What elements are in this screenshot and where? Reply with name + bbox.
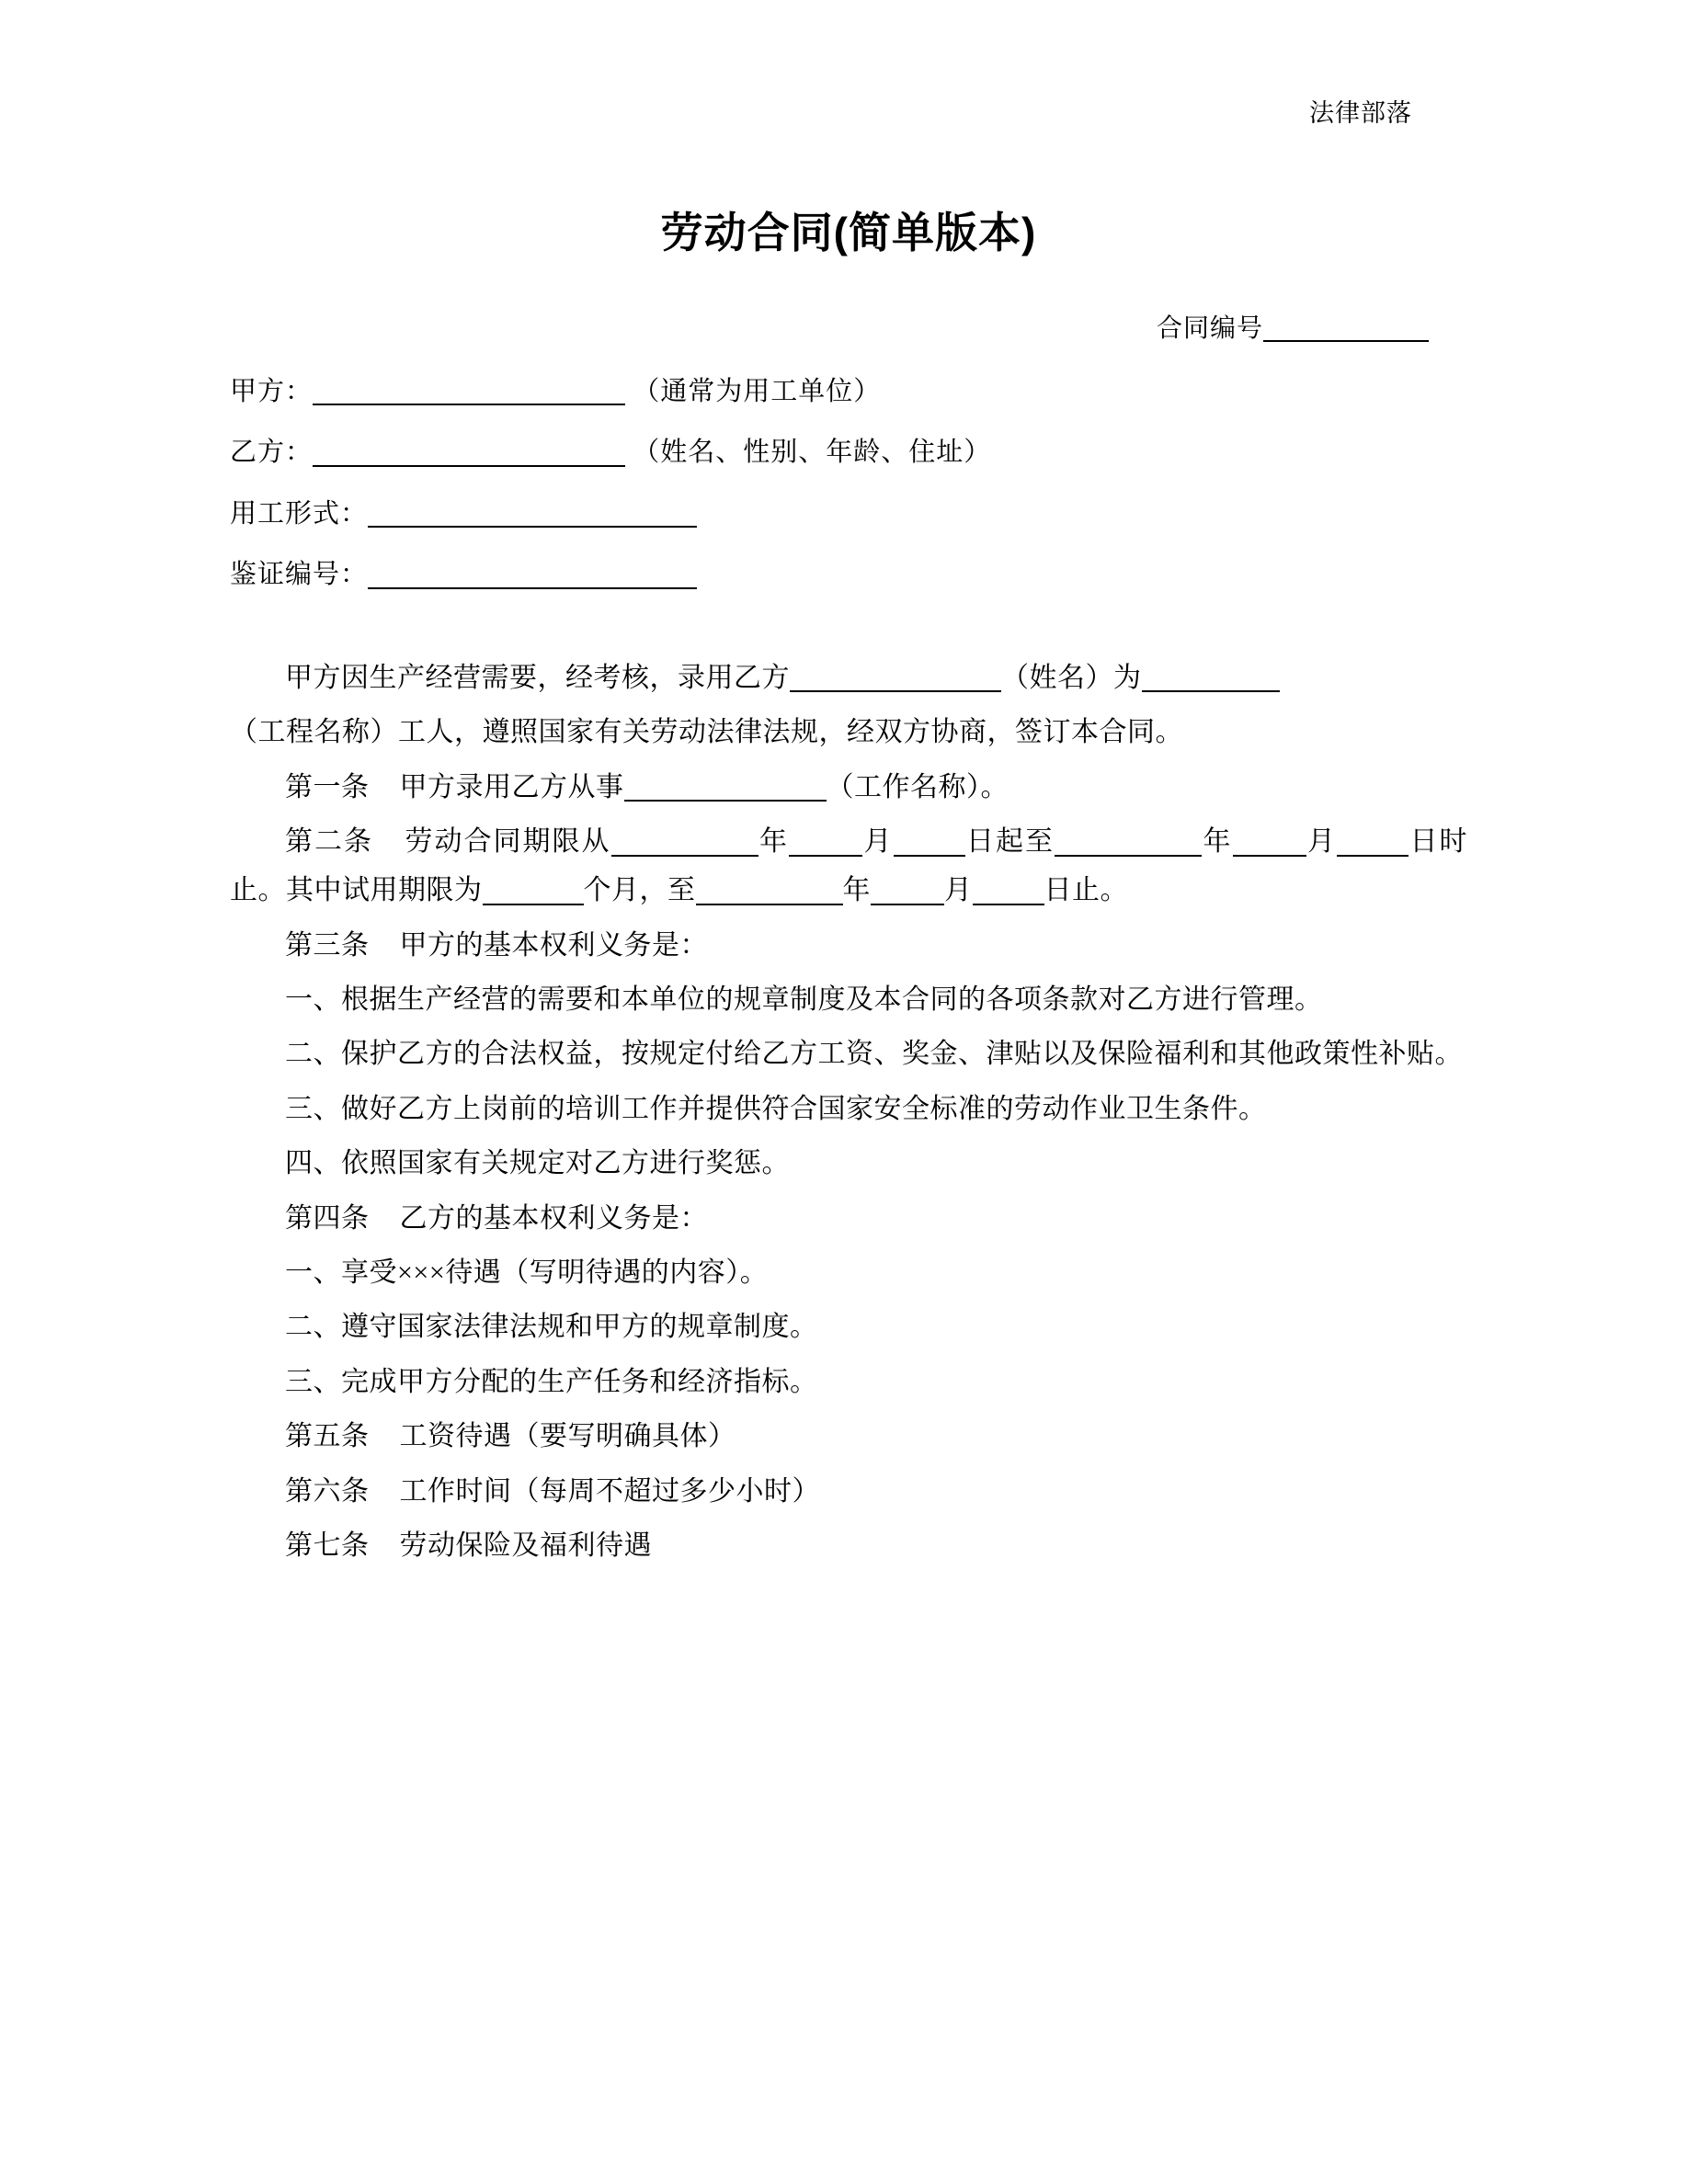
clause-1-text-a: 甲方录用乙方从事	[399, 771, 624, 802]
clause-4	[230, 1194, 1467, 1243]
intro-paragraph	[230, 654, 1467, 702]
intro-blank-project[interactable]	[1142, 662, 1280, 693]
clause-2-blank-year-3[interactable]	[696, 874, 843, 905]
clause-3	[230, 921, 1467, 970]
clause-2-unit-day-3: 日止。	[1044, 875, 1128, 906]
intro-text-b: （姓名）为	[1001, 662, 1142, 693]
clause-7-label: 第七条	[285, 1530, 370, 1561]
page-header-watermark	[230, 0, 1467, 126]
clause-2-unit-day-1: 日起至	[964, 825, 1055, 857]
clause-2-blank-year-1[interactable]	[611, 825, 758, 857]
clause-2-unit-month-2: 月	[1306, 825, 1337, 857]
clause-2-unit-months: 个月，至	[583, 875, 696, 906]
clause-2-blank-month-1[interactable]	[789, 825, 862, 857]
clause-4-item-1: 一、享受×××待遇（写明待遇的内容）。	[285, 1257, 769, 1289]
clause-2-unit-year-3: 年	[842, 875, 871, 906]
party-fields	[230, 376, 1467, 589]
clause-2-label: 第二条	[285, 825, 373, 857]
page-title: 劳动合同(简单版本)	[660, 209, 1037, 256]
clause-4-item-2: 二、遵守国家法律法规和甲方的规章制度。	[285, 1312, 818, 1343]
clause-4-text: 乙方的基本权利义务是：	[399, 1202, 708, 1234]
field-row-verification-number	[230, 559, 1467, 588]
clause-3-item-1: 一、根据生产经营的需要和本单位的规章制度及本合同的各项条款对乙方进行管理。	[285, 984, 1323, 1016]
clause-6	[230, 1467, 1467, 1516]
field-blank-party-a[interactable]	[313, 376, 625, 405]
clause-2-blank-probation-months[interactable]	[483, 874, 584, 905]
clause-1-label: 第一条	[285, 771, 370, 802]
intro-blank-name[interactable]	[790, 662, 1001, 693]
clause-2-unit-month-1: 月	[862, 825, 894, 857]
clause-3-item-4: 四、依照国家有关规定对乙方进行奖惩。	[285, 1148, 790, 1179]
clause-5-text: 工资待遇（要写明确具体）	[399, 1421, 736, 1452]
field-row-party-b	[230, 437, 1467, 466]
clause-5	[230, 1412, 1467, 1461]
contract-number-blank[interactable]	[1263, 313, 1429, 342]
clause-6-text: 工作时间（每周不超过多少小时）	[399, 1475, 820, 1507]
field-label-employment-type: 用工形式：	[230, 498, 369, 529]
field-label-party-a: 甲方：	[230, 377, 314, 407]
clause-4-label: 第四条	[285, 1202, 370, 1234]
clause-2-blank-month-3[interactable]	[871, 874, 944, 905]
contract-number-line	[230, 308, 1467, 345]
field-note-party-a: （通常为用工单位）	[633, 377, 882, 407]
clause-3-label: 第三条	[285, 929, 370, 961]
clause-2-blank-day-1[interactable]	[894, 825, 965, 857]
field-label-verification-number: 鉴证编号：	[230, 560, 369, 590]
clause-1	[230, 763, 1467, 812]
clause-2-unit-month-3: 月	[944, 875, 973, 906]
document-body	[230, 654, 1467, 1571]
watermark-text: 法律部落	[1309, 99, 1412, 127]
clause-7-text: 劳动保险及福利待遇	[399, 1530, 652, 1561]
field-blank-verification-number[interactable]	[368, 559, 697, 588]
clause-6-label: 第六条	[285, 1475, 370, 1507]
clause-2-blank-month-2[interactable]	[1233, 825, 1306, 857]
clause-7	[230, 1521, 1467, 1570]
field-blank-employment-type[interactable]	[368, 498, 697, 528]
intro-text-a: 甲方因生产经营需要，经考核，录用乙方	[285, 662, 790, 693]
clause-2-blank-day-3[interactable]	[973, 874, 1044, 905]
clause-2	[230, 817, 1467, 916]
clause-3-text: 甲方的基本权利义务是：	[399, 929, 708, 961]
clause-1-blank-job[interactable]	[624, 771, 827, 802]
clause-2-text-a: 劳动合同期限从	[404, 825, 611, 857]
field-note-party-b: （姓名、性别、年龄、住址）	[633, 438, 992, 468]
field-row-employment-type	[230, 498, 1467, 528]
clause-2-unit-day-2: 日时止。其中试用期限为	[230, 825, 1467, 906]
clause-2-blank-year-2[interactable]	[1055, 825, 1202, 857]
clause-3-item-2: 二、保护乙方的合法权益，按规定付给乙方工资、奖金、津贴以及保险福利和其他政策性补贴。	[285, 1039, 1463, 1070]
clause-2-blank-day-2[interactable]	[1337, 825, 1409, 857]
clause-1-text-b: （工作名称）。	[826, 771, 1009, 802]
field-row-party-a	[230, 376, 1467, 405]
clause-5-label: 第五条	[285, 1421, 370, 1452]
contract-number-label: 合同编号	[1156, 314, 1263, 343]
clause-2-unit-year-2: 年	[1202, 825, 1233, 857]
clause-4-item-3: 三、完成甲方分配的生产任务和经济指标。	[285, 1366, 818, 1397]
intro-paragraph-cont: （工程名称）工人，遵照国家有关劳动法律法规，经双方协商，签订本合同。	[230, 717, 1183, 748]
field-label-party-b: 乙方：	[230, 438, 314, 468]
field-blank-party-b[interactable]	[313, 437, 625, 466]
clause-3-item-3: 三、做好乙方上岗前的培训工作并提供符合国家安全标准的劳动作业卫生条件。	[285, 1093, 1267, 1124]
clause-2-unit-year-1: 年	[758, 825, 789, 857]
